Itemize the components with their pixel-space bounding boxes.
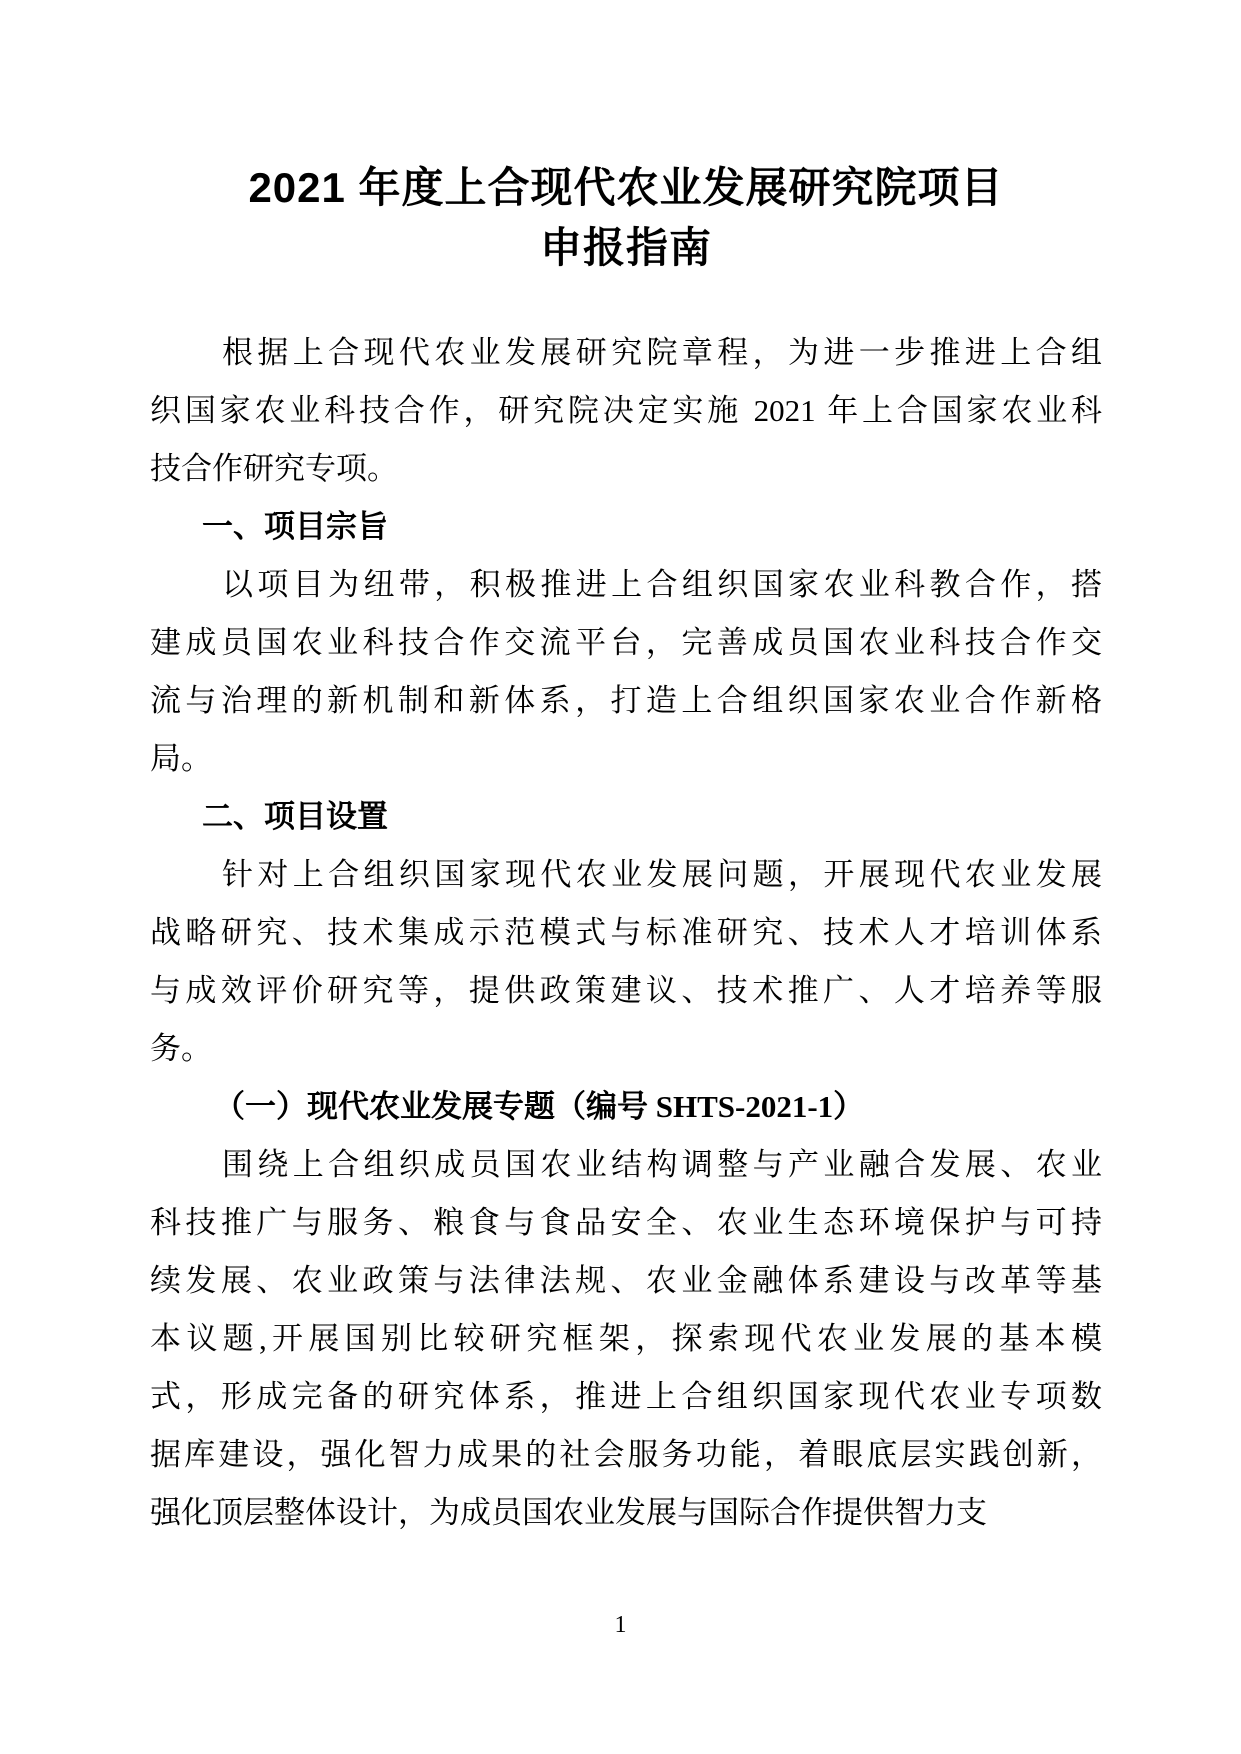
section-2-paragraph-line-2: 战略研究、技术集成示范模式与标准研究、技术人才培训体系 [150,915,1102,950]
document-content [150,158,1102,1542]
section-2-heading [150,788,1102,846]
document-title-line-2: 申报指南 [539,224,712,271]
page-footer [0,1612,1241,1639]
topic-1-heading [150,1078,1102,1136]
topic-1-paragraph-line-5: 式，形成完备的研究体系，推进上合组织国家现代农业专项数 [150,1379,1102,1414]
section-1-heading-text: 一、项目宗旨 [202,509,388,544]
topic-1-paragraph-line-7: 强化顶层整体设计，为成员国农业发展与国际合作提供智力支 [150,1495,987,1530]
document-title [150,158,1102,278]
document-title-line-1: 2021 年度上合现代农业发展研究院项目 [248,164,1004,211]
topic-1-paragraph-line-1: 围绕上合组织成员国农业结构调整与产业融合发展、农业 [222,1147,1102,1182]
section-1-paragraph-line-3: 流与治理的新机制和新体系，打造上合组织国家农业合作新格 [150,683,1102,718]
intro-paragraph-line-1: 根据上合现代农业发展研究院章程，为进一步推进上合组 [222,335,1102,370]
section-2-paragraph [150,846,1102,1078]
section-1-paragraph-line-4: 局。 [150,741,212,776]
topic-1-paragraph-line-6: 据库建设，强化智力成果的社会服务功能，着眼底层实践创新， [150,1437,1102,1472]
section-2-heading-text: 二、项目设置 [202,799,388,834]
document-body [150,324,1102,1542]
intro-paragraph [150,324,1102,498]
topic-1-paragraph-line-3: 续发展、农业政策与法律法规、农业金融体系建设与改革等基 [150,1263,1102,1298]
section-1-paragraph [150,556,1102,788]
section-1-paragraph-line-2: 建成员国农业科技合作交流平台，完善成员国农业科技合作交 [150,625,1102,660]
section-1-heading [150,498,1102,556]
section-2-paragraph-line-1: 针对上合组织国家现代农业发展问题，开展现代农业发展 [222,857,1102,892]
page-number: 1 [614,1612,627,1638]
intro-paragraph-line-2: 织国家农业科技合作，研究院决定实施 2021 年上合国家农业科 [150,393,1102,428]
section-2-paragraph-line-4: 务。 [150,1031,212,1066]
topic-1-paragraph-line-2: 科技推广与服务、粮食与食品安全、农业生态环境保护与可持 [150,1205,1102,1240]
section-2-paragraph-line-3: 与成效评价研究等，提供政策建议、技术推广、人才培养等服 [150,973,1102,1008]
topic-1-heading-text: （一）现代农业发展专题（编号 SHTS-2021-1） [214,1089,865,1124]
topic-1-paragraph [150,1136,1102,1542]
topic-1-paragraph-line-4: 本议题,开展国别比较研究框架，探索现代农业发展的基本模 [150,1321,1102,1356]
section-1-paragraph-line-1: 以项目为纽带，积极推进上合组织国家农业科教合作，搭 [222,567,1102,602]
intro-paragraph-line-3: 技合作研究专项。 [150,451,398,486]
